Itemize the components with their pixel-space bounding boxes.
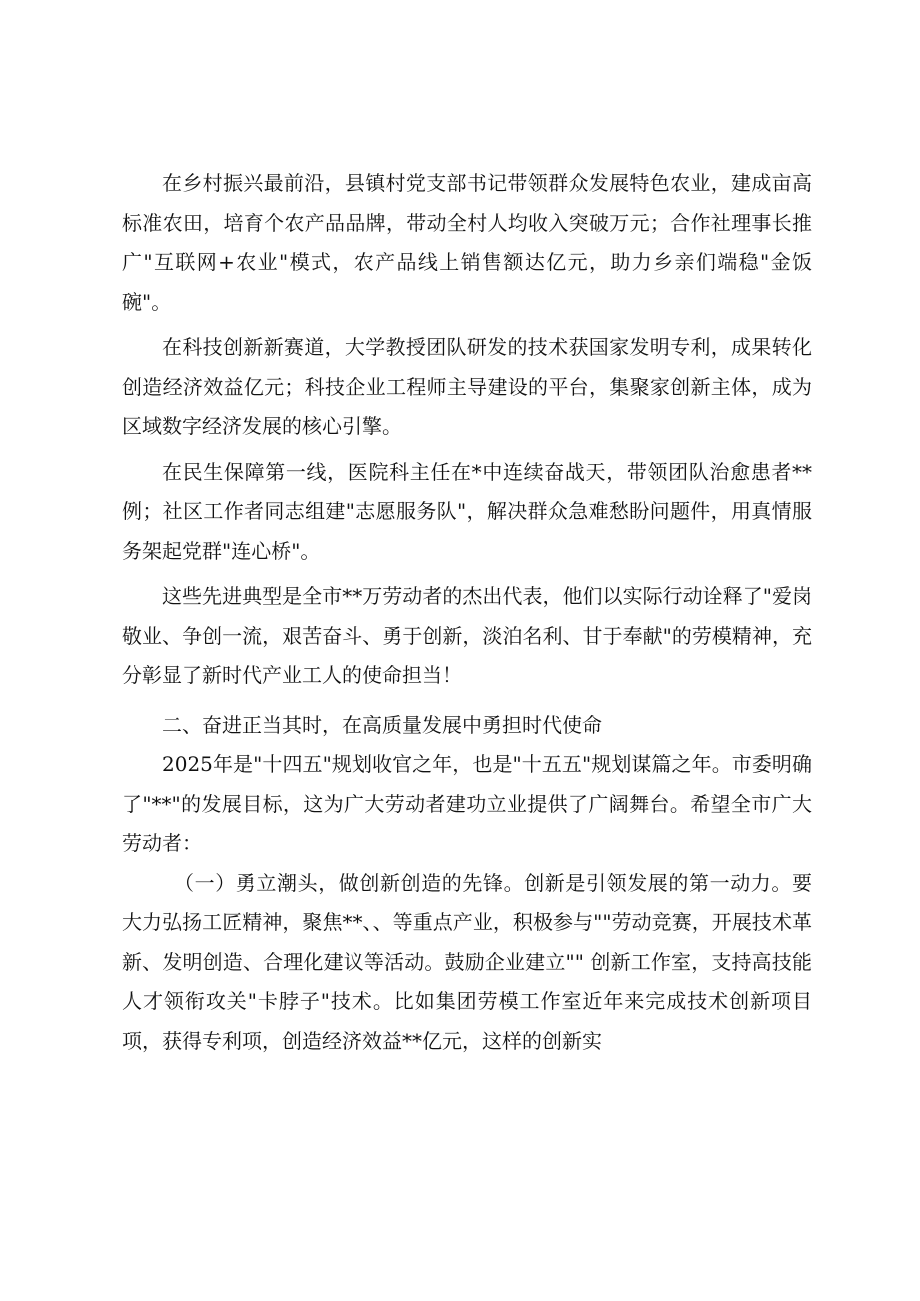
paragraph-tech-innovation: 在科技创新新赛道，大学教授团队研发的技术获国家发明专利，成果转化创造经济效益亿元；科技企业工程师主导建设的平台，集聚家创新主体，成为区域数字经济发展的核心引擎。 (122, 335, 812, 438)
paragraph-model-workers: 这些先进典型是全市**万劳动者的杰出代表，他们以实际行动诠释了"爱岗敬业、争创一流，艰苦奋斗、勇于创新，淡泊名利、甘于奉献"的劳模精神，充分彰显了新时代产业工人的使命担当！ (122, 584, 812, 687)
paragraph-rural-revitalization: 在乡村振兴最前沿，县镇村党支部书记带领群众发展特色农业，建成亩高标准农田，培育个农产品品牌，带动全村人均收入突破万元；合作社理事长推广"互联网+农业"模式，农产品线上销售额达亿元，助力乡亲们端稳"金饭碗"。 (122, 171, 812, 314)
section-heading: 二、奋进正当其时，在高质量发展中勇担时代使命 (162, 712, 602, 737)
paragraph-subsection-innovation: （一）勇立潮头，做创新创造的先锋。创新是引领发展的第一动力。要大力弘扬工匠精神，聚焦**、、等重点产业，积极参与""劳动竞赛，开展技术革新、发明创造、合理化建议等活动。鼓励企业建立"" 创新工作室，支持高技能人才领衔攻关"卡脖子"技术。比如集团劳模工作室近年来完成技术创新项目项，获得专利项，创造经济效益**亿元，这样的创新实 (122, 870, 812, 1053)
paragraph-plan-2025: 2025年是"十四五"规划收官之年，也是"十五五"规划谋篇之年。市委明确了"**"的发展目标，这为广大劳动者建功立业提供了广阔舞台。希望全市广大劳动者： (122, 752, 812, 855)
paragraph-livelihood: 在民生保障第一线，医院科主任在*中连续奋战天，带领团队治愈患者**例；社区工作者同志组建"志愿服务队"，解决群众急难愁盼问题件，用真情服务架起党群"连心桥"。 (122, 459, 812, 563)
document-body (122, 164, 812, 1061)
